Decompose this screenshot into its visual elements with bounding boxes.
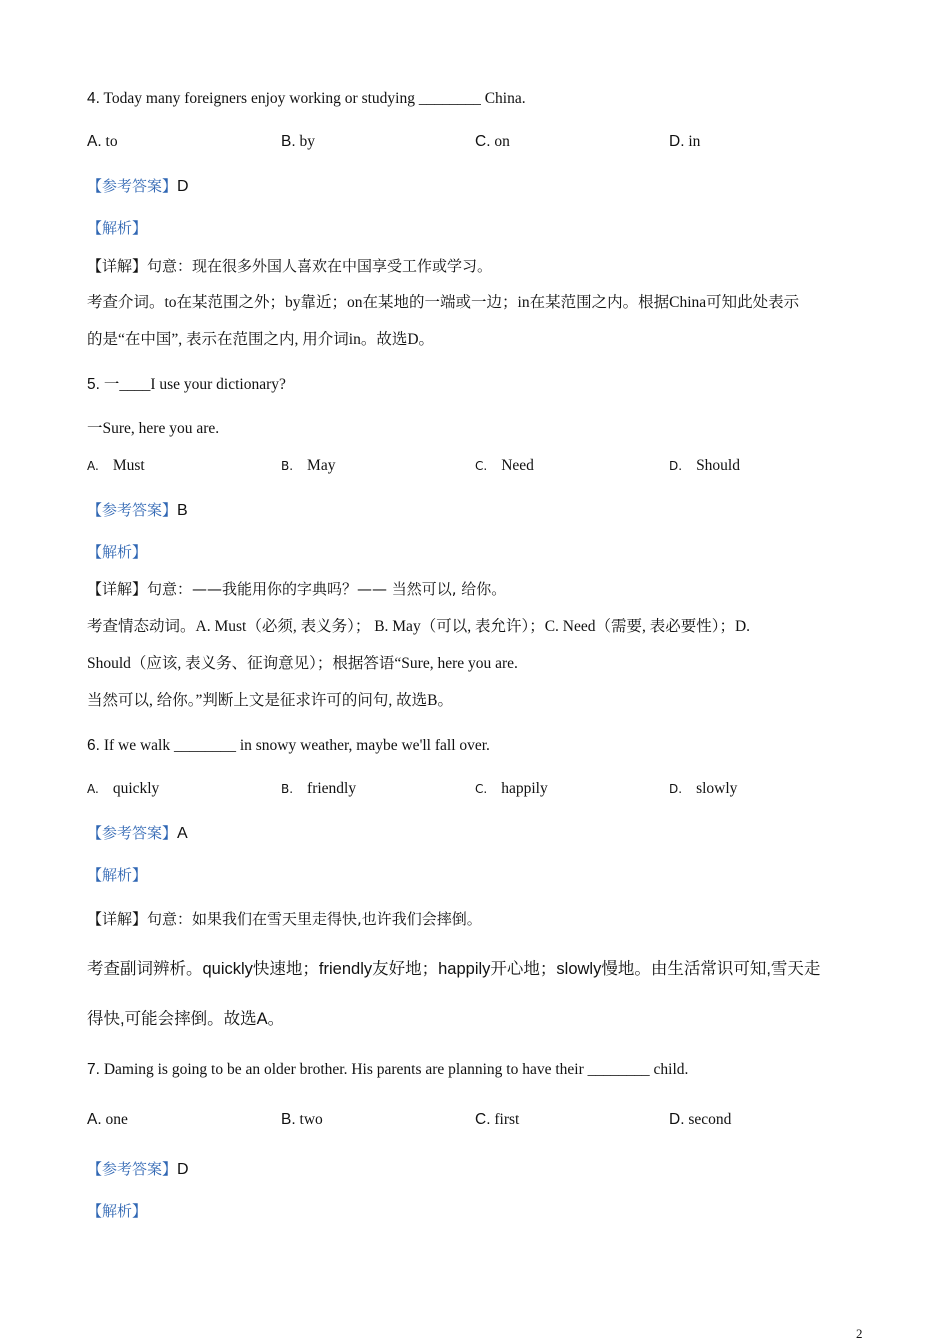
q4-option-b: B. by: [281, 133, 316, 150]
page-number: 2: [856, 1326, 863, 1341]
q6-option-a: A. quickly: [87, 780, 160, 797]
q6-explanation-line-1: 考查副词辨析。quickly快速地；friendly友好地；happily开心地；slowly慢地。由生活常识可知,雪天走: [87, 960, 821, 978]
q5-option-b: B. May: [281, 457, 336, 474]
q5-option-a: A. Must: [87, 457, 145, 474]
q4-option-a: A. to: [87, 133, 118, 150]
q5-reply: 一Sure, here you are.: [87, 420, 220, 437]
q4-answer: 【参考答案】D: [87, 177, 189, 195]
q4-stem: 4. Today many foreigners enjoy working or studying ________ China.: [87, 90, 526, 107]
q7-analysis-label: 【解析】: [87, 1202, 148, 1220]
q4-detail: 【详解】句意：现在很多外国人喜欢在中国享受工作或学习。: [87, 257, 493, 275]
q6-detail: 【详解】句意：如果我们在雪天里走得快,也许我们会摔倒。: [87, 910, 482, 928]
q5-explanation-line-2: Should（应该, 表义务、征询意见）；根据答语“Sure, here you are.: [87, 655, 518, 672]
q6-option-d: D. slowly: [669, 780, 738, 797]
q5-detail: 【详解】句意：——我能用你的字典吗？—— 当然可以, 给你。: [87, 580, 507, 598]
q5-explanation-line-1: 考查情态动词。A. Must（必须, 表义务）； B. May（可以, 表允许）；C. Need（需要, 表必要性）；D.: [87, 618, 751, 635]
q6-stem: 6. If we walk ________ in snowy weather, maybe we'll fall over.: [87, 737, 490, 754]
q6-option-c: C. happily: [475, 780, 548, 797]
q4-explanation-line-2: 的是“在中国”, 表示在范围之内, 用介词in。故选D。: [87, 331, 435, 348]
q7-stem: 7. Daming is going to be an older brother. His parents are planning to have their ________ child.: [87, 1061, 689, 1078]
q5-analysis-label: 【解析】: [87, 543, 148, 561]
q7-answer: 【参考答案】D: [87, 1160, 189, 1178]
q7-option-a: A. one: [87, 1111, 128, 1128]
q5-explanation-line-3: 当然可以, 给你。”判断上文是征求许可的问句, 故选B。: [87, 692, 453, 709]
q5-option-c: C. Need: [475, 457, 534, 474]
q7-option-c: C. first: [475, 1111, 520, 1128]
q7-option-d: D. second: [669, 1111, 732, 1128]
q6-option-b: B. friendly: [281, 780, 357, 797]
q5-option-d: D. Should: [669, 457, 740, 474]
q6-explanation-line-2: 得快,可能会摔倒。故选A。: [87, 1010, 285, 1028]
q7-option-b: B. two: [281, 1111, 323, 1128]
q4-option-c: C. on: [475, 133, 510, 150]
q5-stem: 5. 一____I use your dictionary?: [87, 376, 286, 393]
q5-answer: 【参考答案】B: [87, 501, 188, 519]
q4-analysis-label: 【解析】: [87, 219, 148, 237]
q4-explanation-line-1: 考查介词。to在某范围之外；by靠近；on在某地的一端或一边；in在某范围之内。根据China可知此处表示: [87, 294, 800, 311]
q6-analysis-label: 【解析】: [87, 866, 148, 884]
q4-option-d: D. in: [669, 133, 701, 150]
q6-answer: 【参考答案】A: [87, 824, 188, 842]
